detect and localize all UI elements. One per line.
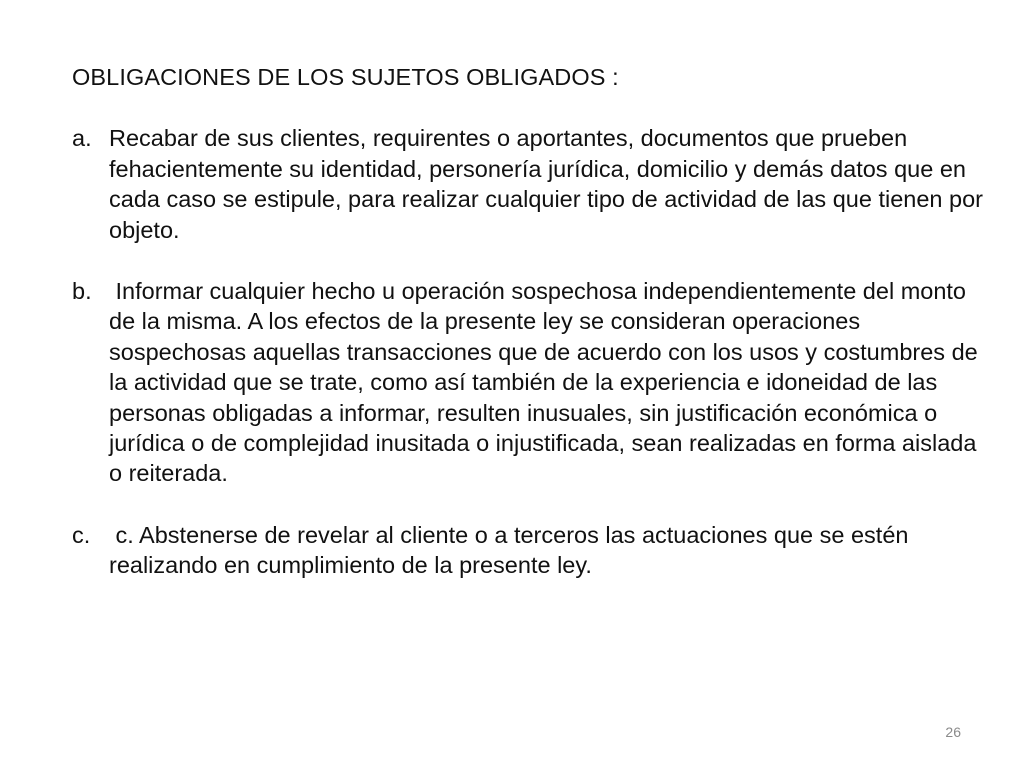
list-item-text: Recabar de sus clientes, requirentes o aportantes, documentos que prueben fehacientemente su identidad, personería jurídica, domicilio y demás datos que en cada caso se estipule, para realizar cualquier tipo de actividad de las que tienen por objeto. bbox=[109, 125, 990, 243]
list-item-text: Informar cualquier hecho u operación sospechosa independientemente del monto de la misma. A los efectos de la presente ley se consideran operaciones sospechosas aquellas transacciones que de acuerdo con los usos y costumbres de la actividad que se trate, como así también de la experiencia e idoneidad de las personas obligadas a informar, resulten inusuales, sin justificación económica o jurídica o de complejidad inusitada o injustificada, sean realizadas en forma aislada o reiterada. bbox=[109, 278, 985, 487]
list-marker: c. bbox=[72, 521, 91, 548]
list-item-b bbox=[72, 276, 992, 489]
list-item-c bbox=[72, 520, 992, 581]
slide-title: OBLIGACIONES DE LOS SUJETOS OBLIGADOS : bbox=[72, 64, 619, 90]
list-item-a bbox=[72, 123, 992, 245]
page-number: 26 bbox=[945, 724, 961, 740]
list-marker: b. bbox=[72, 278, 92, 305]
list-item-text: c. Abstenerse de revelar al cliente o a terceros las actuaciones que se estén realizando en cumplimiento de la presente ley. bbox=[109, 521, 915, 579]
list-marker: a. bbox=[72, 125, 92, 152]
slide-content bbox=[72, 62, 992, 612]
